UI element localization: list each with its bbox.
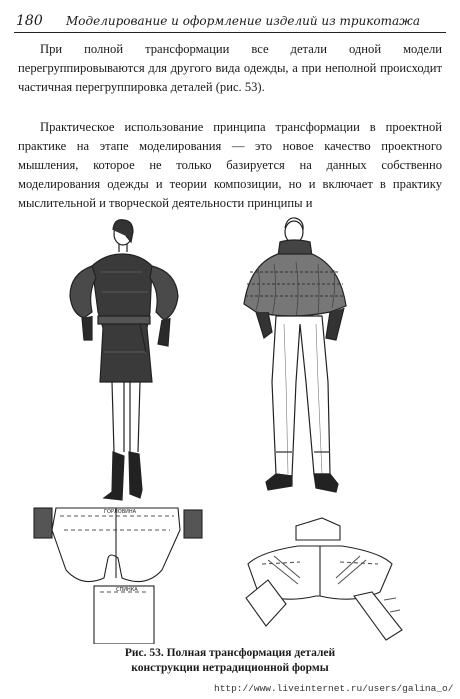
page-header <box>14 10 446 33</box>
running-title: Моделирование и оформление изделий из трикотажа <box>66 14 420 28</box>
paragraph-2 <box>18 118 442 213</box>
left-pattern-draft <box>34 508 202 644</box>
caption-line-2: конструкции нетрадиционной формы <box>131 662 329 674</box>
left-model-sketch <box>70 220 178 500</box>
page-number: 180 <box>16 13 43 29</box>
watermark-url: http://www.liveinternet.ru/users/galina_o/ <box>214 683 454 694</box>
right-pattern-draft <box>246 518 402 640</box>
right-model-sketch <box>244 218 346 492</box>
pattern-label-back: СПИНКА <box>116 587 138 593</box>
paragraph-1 <box>18 40 442 97</box>
figure-caption <box>18 646 442 676</box>
caption-line-1: Рис. 53. Полная трансформация деталей <box>124 647 336 659</box>
paragraph-text: При полной трансформации все детали одной модели перегруппировываются для другого вида одежды, а при неполной происходит частичная перегруппировка деталей (рис. 53). <box>18 42 442 94</box>
pattern-label-collar: ГОРЛОВИНА <box>104 509 137 515</box>
paragraph-text: Практическое использование принципа трансформации в проектной практике на этапе моделирования — это новое качество проектного мышления, которое не только базируется на данных собственно моделирования одежды и теории композиции, но и включает в практику мыслительной и творческой деятельности принципы и <box>18 120 442 210</box>
figure-53-illustration <box>0 212 460 644</box>
